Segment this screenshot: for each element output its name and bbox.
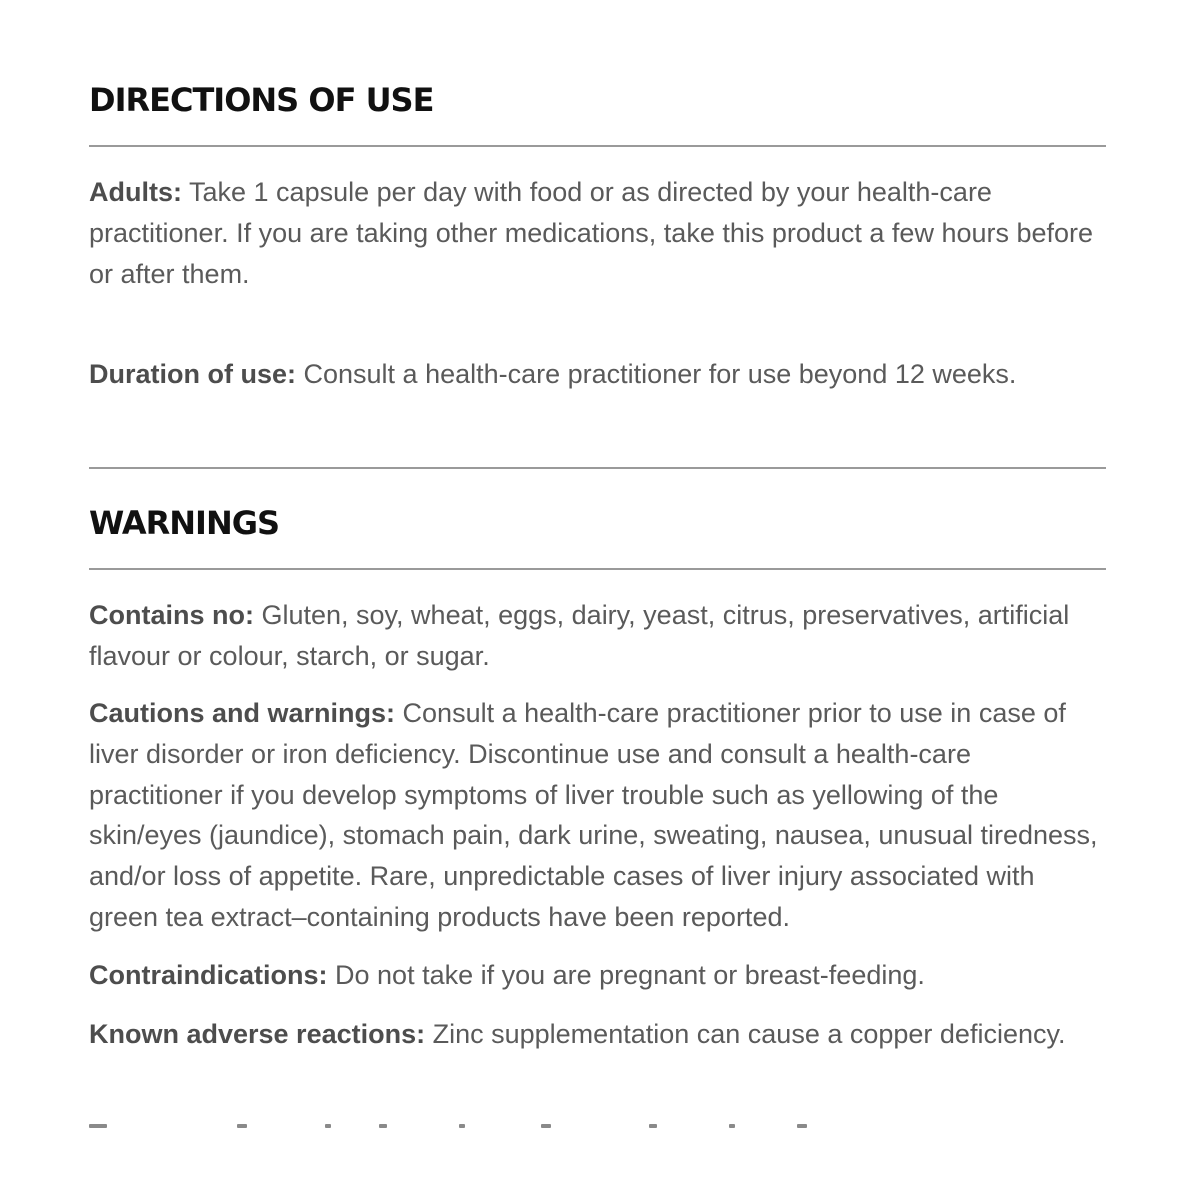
section-divider <box>89 467 1106 469</box>
directions-divider-top <box>89 145 1106 147</box>
warnings-heading: WARNINGS <box>89 504 280 542</box>
duration-paragraph <box>89 354 1106 395</box>
contraindications-text: Do not take if you are pregnant or breast-feeding. <box>327 960 925 990</box>
label-document <box>89 0 1106 1200</box>
warnings-divider-top <box>89 568 1106 570</box>
cautions-text: Consult a health-care practitioner prior to use in case of liver disorder or iron deficiency. Discontinue use and consult a health-care practitioner if you develop symptoms of liver trouble such as yellowing of the skin/eyes (jaundice), stomach pain, dark urine, sweating, nausea, unusual tiredness, and/or loss of appetite. Rare, unpredictable cases of liver injury associated with green tea extract–containing products have been reported. <box>89 698 1098 932</box>
contraindications-paragraph <box>89 955 1106 996</box>
adverse-reactions-text: Zinc supplementation can cause a copper deficiency. <box>425 1019 1066 1049</box>
cropped-next-line <box>89 1120 1106 1128</box>
contains-no-paragraph <box>89 595 1106 677</box>
adults-paragraph <box>89 172 1106 294</box>
contains-no-text: Gluten, soy, wheat, eggs, dairy, yeast, citrus, preservatives, artificial flavour or colour, starch, or sugar. <box>89 600 1070 671</box>
adverse-reactions-paragraph <box>89 1014 1106 1055</box>
cautions-paragraph <box>89 693 1106 938</box>
duration-label: Duration of use: <box>89 359 296 389</box>
adverse-reactions-label: Known adverse reactions: <box>89 1019 426 1049</box>
duration-text: Consult a health-care practitioner for use beyond 12 weeks. <box>296 359 1017 389</box>
contains-no-label: Contains no: <box>89 600 254 630</box>
adults-label: Adults: <box>89 177 182 207</box>
adults-text: Take 1 capsule per day with food or as directed by your health-care practitioner. If you are taking other medications, take this product a few hours before or after them. <box>89 177 1094 289</box>
contraindications-label: Contraindications: <box>89 960 328 990</box>
cautions-label: Cautions and warnings: <box>89 698 396 728</box>
directions-heading: DIRECTIONS OF USE <box>89 81 434 119</box>
